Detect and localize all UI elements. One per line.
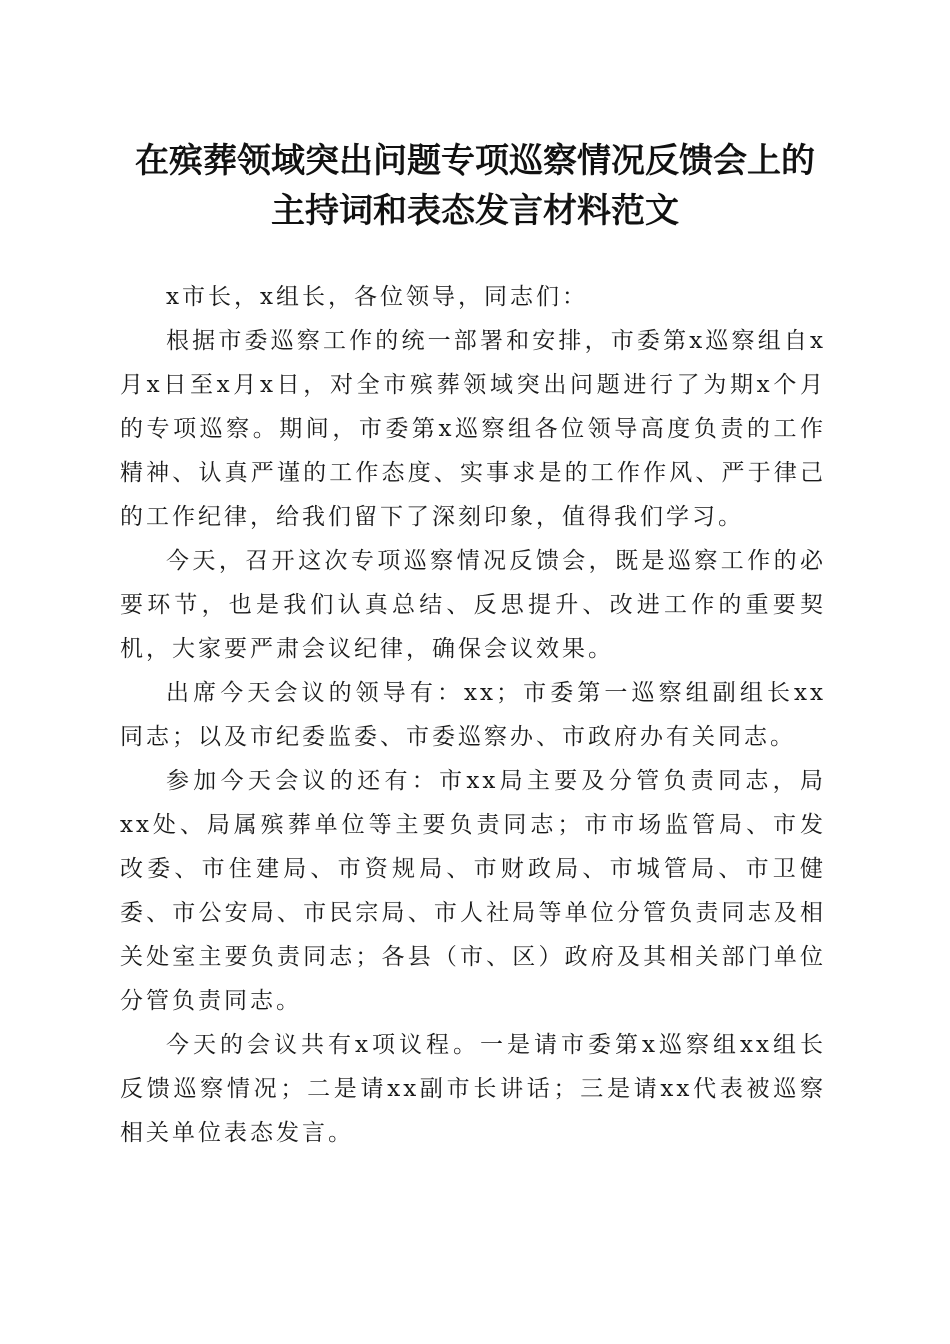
paragraph-agenda: 今天的会议共有x项议程。一是请市委第x巡察组xx组长反馈巡察情况；二是请xx副市长讲话；三是请xx代表被巡察相关单位表态发言。 (120, 1032, 826, 1146)
paragraph-purpose: 今天，召开这次专项巡察情况反馈会，既是巡察工作的必要环节，也是我们认真总结、反思提升、改进工作的重要契机，大家要严肃会议纪律，确保会议效果。 (120, 548, 826, 662)
title-line-1: 在殡葬领域突出问题专项巡察情况反馈会上的 (135, 141, 815, 181)
paragraph-attendees: 参加今天会议的还有：市xx局主要及分管负责同志，局xx处、局属殡葬单位等主要负责同志；市市场监管局、市发改委、市住建局、市资规局、市财政局、市城管局、市卫健委、市公安局、市民宗局、市人社局等单位分管负责同志及相关处室主要负责同志；各县（市、区）政府及其相关部门单位分管负责同志。 (120, 768, 826, 1014)
paragraph-salutation: x市长，x组长，各位领导，同志们： (166, 284, 588, 310)
document-body (120, 275, 826, 1155)
title-line-2: 主持词和表态发言材料范文 (271, 191, 679, 231)
paragraph-leaders: 出席今天会议的领导有：xx；市委第一巡察组副组长xx同志；以及市纪委监委、市委巡察办、市政府办有关同志。 (120, 680, 826, 750)
paragraph-background: 根据市委巡察工作的统一部署和安排，市委第x巡察组自x月x日至x月x日，对全市殡葬领域突出问题进行了为期x个月的专项巡察。期间，市委第x巡察组各位领导高度负责的工作精神、认真严谨的工作态度、实事求是的工作作风、严于律己的工作纪律，给我们留下了深刻印象，值得我们学习。 (120, 328, 826, 530)
document-title (60, 136, 890, 236)
